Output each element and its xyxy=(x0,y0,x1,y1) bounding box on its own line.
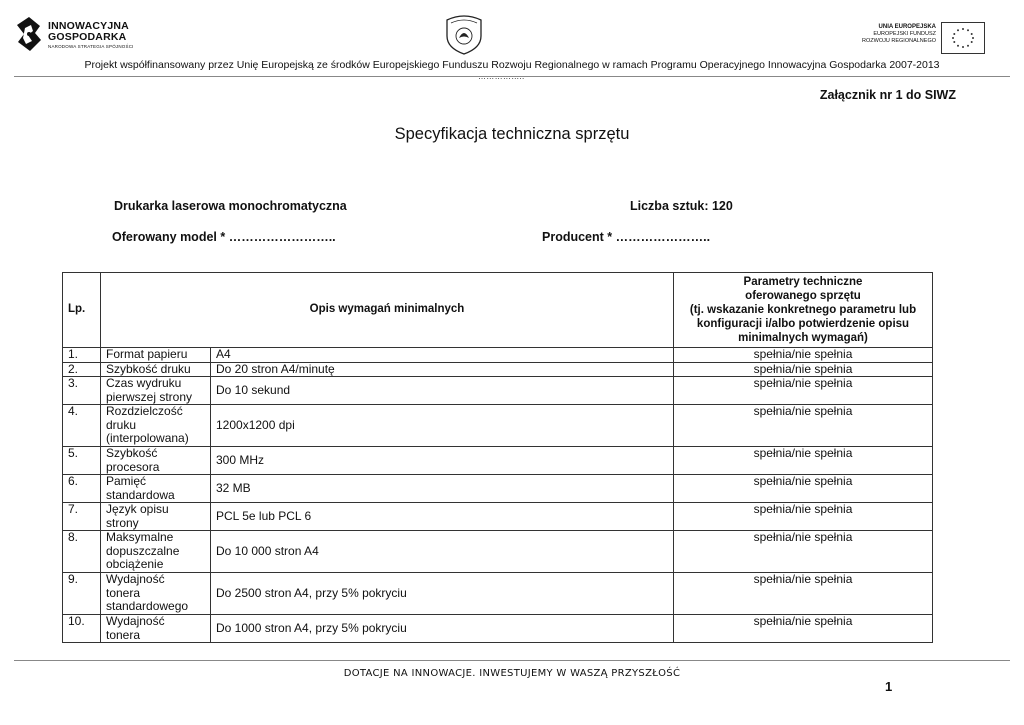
name-line: druku xyxy=(106,417,137,432)
name-line: Rozdzielczość xyxy=(106,404,183,418)
row-compliance-status: spełnia/nie spełnia xyxy=(674,377,933,405)
header-param-line: (tj. wskazanie konkretnego parametru lub xyxy=(689,304,917,316)
innowacyjna-gospodarka-logo-icon xyxy=(16,16,42,52)
row-parameter-name xyxy=(101,503,211,531)
project-cofinancing-note: Projekt współfinansowany przez Unię Europejską ze środków Europejskiego Funduszu Rozwoju Regionalnego w ramach Programu Operacyjnego Innowacyjna Gospodarka 2007-2013 xyxy=(84,59,940,71)
table-row xyxy=(63,531,933,573)
row-requirement-value: Do 1000 stron A4, przy 5% pokryciu xyxy=(211,615,674,643)
name-line: Maksymalne xyxy=(106,530,174,544)
row-requirement-value: Do 20 stron A4/minutę xyxy=(211,362,674,377)
table-row xyxy=(63,615,933,643)
row-number: 1. xyxy=(63,348,101,363)
name-line: Czas wydruku xyxy=(106,376,182,390)
header-divider xyxy=(14,76,1010,77)
row-compliance-status: spełnia/nie spełnia xyxy=(674,531,933,573)
header-dots: …………….. xyxy=(478,72,525,81)
row-parameter-name xyxy=(101,348,211,363)
eu-label-line-3: ROZWOJU REGIONALNEGO xyxy=(862,38,936,44)
row-compliance-status: spełnia/nie spełnia xyxy=(674,405,933,447)
name-line: Szybkość xyxy=(106,446,158,460)
logo-line-2: GOSPODARKA xyxy=(48,31,127,43)
name-line: Pamięć xyxy=(106,474,147,488)
row-parameter-name xyxy=(101,475,211,503)
logo-line-3: NARODOWA STRATEGIA SPÓJNOŚCI xyxy=(48,44,134,49)
quantity-label: Liczba sztuk: 120 xyxy=(630,199,733,213)
name-line: obciążenie xyxy=(106,557,164,571)
row-number: 9. xyxy=(63,573,101,615)
header-requirements: Opis wymagań minimalnych xyxy=(101,273,674,348)
table-row xyxy=(63,362,933,377)
header-param-line: minimalnych wymagań) xyxy=(738,332,868,344)
name-line: procesora xyxy=(106,459,160,474)
name-line: Format papieru xyxy=(106,347,188,361)
name-line: standardowa xyxy=(106,487,175,502)
name-line: standardowego xyxy=(106,599,189,613)
offered-model-field: Oferowany model * …………………….. xyxy=(112,230,336,244)
row-number: 2. xyxy=(63,362,101,377)
row-number: 3. xyxy=(63,377,101,405)
name-line: Szybkość druku xyxy=(106,361,191,376)
header-parameters xyxy=(674,273,933,348)
page-title: Specyfikacja techniczna sprzętu xyxy=(394,125,630,143)
row-number: 8. xyxy=(63,531,101,573)
annex-label: Załącznik nr 1 do SIWZ xyxy=(819,88,956,102)
institution-crest-icon xyxy=(441,14,487,56)
row-parameter-name xyxy=(101,531,211,573)
row-requirement-value: 1200x1200 dpi xyxy=(211,405,674,447)
table-row xyxy=(63,573,933,615)
name-line: tonera xyxy=(106,627,141,642)
row-compliance-status: spełnia/nie spełnia xyxy=(674,362,933,377)
row-number: 10. xyxy=(63,615,101,643)
header-param-line: konfiguracji i/albo potwierdzenie opisu xyxy=(696,318,910,330)
row-compliance-status: spełnia/nie spełnia xyxy=(674,573,933,615)
header-param-line: Parametry techniczne xyxy=(743,276,863,288)
name-line: strony xyxy=(106,515,139,530)
row-compliance-status: spełnia/nie spełnia xyxy=(674,475,933,503)
name-line: Wydajność xyxy=(106,614,165,628)
row-requirement-value: Do 2500 stron A4, przy 5% pokryciu xyxy=(211,573,674,615)
table-header-row xyxy=(63,273,933,348)
name-line: Wydajność xyxy=(106,572,165,586)
row-requirement-value: Do 10 000 stron A4 xyxy=(211,531,674,573)
row-compliance-status: spełnia/nie spełnia xyxy=(674,615,933,643)
table-row xyxy=(63,348,933,363)
row-compliance-status: spełnia/nie spełnia xyxy=(674,503,933,531)
table-row xyxy=(63,503,933,531)
header-lp: Lp. xyxy=(63,273,101,348)
header-param-line: oferowanego sprzętu xyxy=(745,290,861,302)
row-number: 7. xyxy=(63,503,101,531)
logo-line-1: INNOWACYJNA xyxy=(48,20,129,32)
name-line: pierwszej strony xyxy=(106,389,193,404)
name-line: dopuszczalne xyxy=(106,543,180,558)
row-requirement-value: 32 MB xyxy=(211,475,674,503)
row-number: 6. xyxy=(63,475,101,503)
row-parameter-name xyxy=(101,362,211,377)
page-number: 1 xyxy=(885,679,893,694)
row-number: 4. xyxy=(63,405,101,447)
eu-flag-icon xyxy=(941,22,985,54)
row-compliance-status: spełnia/nie spełnia xyxy=(674,447,933,475)
table-row xyxy=(63,405,933,447)
eu-label-line-1: UNIA EUROPEJSKA xyxy=(878,24,936,30)
row-parameter-name xyxy=(101,573,211,615)
table-row xyxy=(63,475,933,503)
row-parameter-name xyxy=(101,615,211,643)
name-line: Język opisu xyxy=(106,502,169,516)
row-parameter-name xyxy=(101,377,211,405)
row-parameter-name xyxy=(101,405,211,447)
producer-field: Producent * ………………….. xyxy=(542,230,711,244)
footer-slogan: DOTACJE NA INNOWACJE. INWESTUJEMY W WASZĄ PRZYSZŁOŚĆ xyxy=(343,668,681,679)
row-requirement-value: Do 10 sekund xyxy=(211,377,674,405)
row-parameter-name xyxy=(101,447,211,475)
eu-label-line-2: EUROPEJSKI FUNDUSZ xyxy=(873,31,936,37)
eu-fund-label xyxy=(840,24,936,45)
table-row xyxy=(63,447,933,475)
footer-divider xyxy=(14,660,1010,661)
row-requirement-value: 300 MHz xyxy=(211,447,674,475)
row-requirement-value: A4 xyxy=(211,348,674,363)
name-line: (interpolowana) xyxy=(106,431,189,445)
device-name: Drukarka laserowa monochromatyczna xyxy=(114,199,347,213)
innowacyjna-gospodarka-logo xyxy=(14,14,164,54)
name-line: tonera xyxy=(106,585,141,600)
table-row xyxy=(63,377,933,405)
spec-table xyxy=(62,272,933,643)
row-compliance-status: spełnia/nie spełnia xyxy=(674,348,933,363)
row-number: 5. xyxy=(63,447,101,475)
row-requirement-value: PCL 5e lub PCL 6 xyxy=(211,503,674,531)
